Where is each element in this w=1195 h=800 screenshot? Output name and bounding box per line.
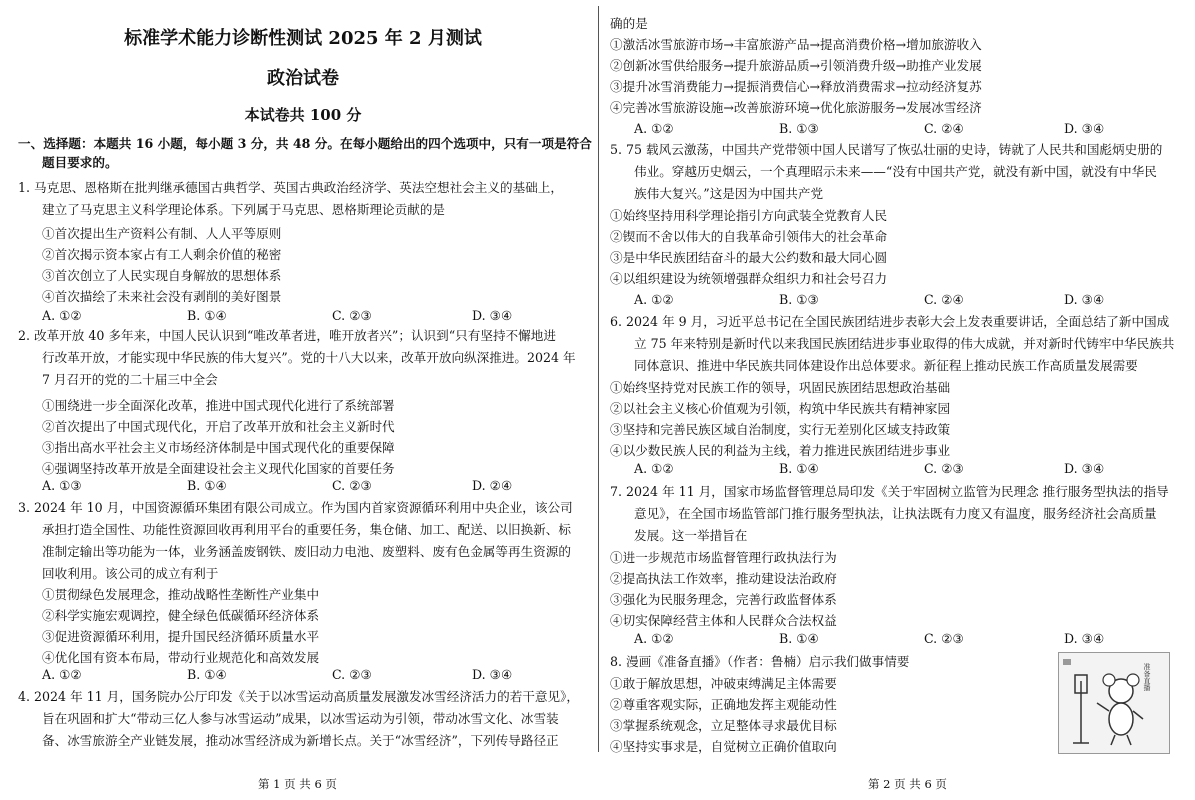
answer-option[interactable]: D. ③④ xyxy=(472,667,513,682)
exam-total-score: 本试卷共 100 分 xyxy=(244,106,362,124)
answer-option[interactable]: C. ②③ xyxy=(924,631,964,646)
right-text-line: ①始终坚持党对民族工作的领导，巩固民族团结思想政治基础 xyxy=(610,380,951,395)
answer-option[interactable]: B. ①④ xyxy=(187,308,227,323)
answer-option[interactable]: A. ①② xyxy=(634,631,674,646)
mouse-body-icon xyxy=(1109,703,1133,735)
left-text-line: ④优化国有资本布局，带动行业规范化和高效发展 xyxy=(42,650,320,665)
answer-option[interactable]: B. ①③ xyxy=(779,121,819,136)
left-text-line: ③促进资源循环利用，提升国民经济循环质量水平 xyxy=(42,629,320,644)
right-text-line: 发展。这一举措旨在 xyxy=(634,528,748,543)
answer-option[interactable]: C. ②③ xyxy=(332,478,372,493)
left-text-line: 回收利用。该公司的成立有利于 xyxy=(42,566,219,581)
left-text-line: ②科学实施宏观调控，健全绿色低碳循环经济体系 xyxy=(42,608,320,623)
left-text-line: ①贯彻绿色发展理念，推动战略性垄断性产业集中 xyxy=(42,587,320,602)
answer-option[interactable]: A. ①③ xyxy=(42,478,82,493)
right-text-line: ③掌握系统观念，立足整体寻求最优目标 xyxy=(610,718,837,733)
left-text-line: 3. 2024 年 10 月，中国资源循环集团有限公司成立。作为国内首家资源循环利用中央企业，该公司 xyxy=(18,500,573,515)
right-text-line: 6. 2024 年 9 月，习近平总书记在全国民族团结进步表彰大会上发表重要讲话，全面总结了新中国成 xyxy=(610,314,1170,329)
right-text-line: ②创新冰雪供给服务→提升旅游品质→引领消费升级→助推产业发展 xyxy=(610,58,982,73)
cartoon-stamp xyxy=(1063,659,1071,665)
answer-option[interactable]: C. ②④ xyxy=(924,121,964,136)
left-text-line: ④首次描绘了未来社会没有剥削的美好图景 xyxy=(42,289,282,304)
answer-option[interactable]: B. ①④ xyxy=(187,478,227,493)
right-text-line: ④完善冰雪旅游设施→改善旅游环境→优化旅游服务→发展冰雪经济 xyxy=(610,100,982,115)
right-text-line: ①敢于解放思想，冲破束缚满足主体需要 xyxy=(610,676,837,691)
answer-option[interactable]: A. ①② xyxy=(42,308,82,323)
right-text-line: 伟业。穿越历史烟云，一个真理昭示未来——“没有中国共产党，就没有新中国，就没有中华民 xyxy=(634,164,1157,179)
left-text-line: ③指出高水平社会主义市场经济体制是中国式现代化的重要保障 xyxy=(42,440,395,455)
answer-option[interactable]: A. ①② xyxy=(42,667,82,682)
right-text-line: ④以少数民族人民的利益为主线，着力推进民族团结进步事业 xyxy=(610,443,951,458)
answer-option[interactable]: A. ①② xyxy=(634,292,674,307)
answer-option[interactable]: B. ①④ xyxy=(187,667,227,682)
right-text-line: ④切实保障经营主体和人民群众合法权益 xyxy=(610,613,837,628)
right-text-line: ③是中华民族团结奋斗的最大公约数和最大同心圆 xyxy=(610,250,888,265)
left-text-line: 承担打造全国性、功能性资源回收再利用平台的重要任务，集仓储、加工、配送、以旧换新、标 xyxy=(42,522,571,537)
answer-option[interactable]: B. ①④ xyxy=(779,461,819,476)
answer-option[interactable]: C. ②③ xyxy=(332,667,372,682)
left-text-line: 建立了马克思主义科学理论体系。下列属于马克思、恩格斯理论贡献的是 xyxy=(42,202,445,217)
right-text-line: 同体意识、推进中华民族共同体建设作出总体要求。新征程上推动民族工作高质量发展需要 xyxy=(634,358,1138,373)
right-text-line: 7. 2024 年 11 月，国家市场监督管理总局印发《关于牢固树立监管为民理念 推行服务型执法的指导 xyxy=(610,484,1169,499)
answer-option[interactable]: B. ①④ xyxy=(779,631,819,646)
right-text-line: 族伟大复兴。”这是因为中国共产党 xyxy=(634,186,824,201)
right-text-line: ①进一步规范市场监督管理行政执法行为 xyxy=(610,550,837,565)
left-text-line: 准制定输出等功能为一体，业务涵盖废钢铁、废旧动力电池、废塑料、废有色金属等再生资源的 xyxy=(42,544,571,559)
cartoon-image xyxy=(1058,652,1170,754)
left-text-line: 行改革开放，才能实现中华民族的伟大复兴”。党的十八大以来，改革开放向纵深推进。2024 年 xyxy=(42,350,576,365)
answer-option[interactable]: D. ③④ xyxy=(1064,292,1105,307)
answer-option[interactable]: C. ②③ xyxy=(924,461,964,476)
right-text-line: ②以社会主义核心价值观为引领，构筑中华民族共有精神家园 xyxy=(610,401,951,416)
answer-option[interactable]: D. ③④ xyxy=(472,308,513,323)
right-text-line: ③坚持和完善民族区域自治制度，实行无差别化区域支持政策 xyxy=(610,422,951,437)
exam-title: 标准学术能力诊断性测试 2025 年 2 月测试 xyxy=(124,28,482,49)
left-text-line: ①围绕进一步全面深化改革，推进中国式现代化进行了系统部署 xyxy=(42,398,395,413)
left-text-line: 备、冰雪旅游全产业链发展，推动冰雪经济成为新增长点。关于“冰雪经济”，下列传导路径正 xyxy=(42,733,559,748)
left-text-line: 4. 2024 年 11 月，国务院办公厅印发《关于以冰雪运动高质量发展激发冰雪经济活力的若干意见》， xyxy=(18,689,579,704)
answer-option[interactable]: D. ③④ xyxy=(1064,121,1105,136)
right-text-line: ②提高执法工作效率，推动建设法治政府 xyxy=(610,571,837,586)
left-text-line: ③首次创立了人民实现自身解放的思想体系 xyxy=(42,268,282,283)
right-text-line: 确的是 xyxy=(610,16,648,31)
left-text-line: 7 月召开的党的二十届三中全会 xyxy=(42,372,218,387)
right-text-line: 立 75 年来特别是新时代以来我国民族团结进步事业取得的伟大成就，并对新时代铸牢中华民族共 xyxy=(634,336,1175,351)
page-2-footer: 第 2 页 共 6 页 xyxy=(868,777,947,791)
right-text-line: ②锲而不舍以伟大的自我革命引领伟大的社会革命 xyxy=(610,229,888,244)
left-text-line: ②首次揭示资本家占有工人剩余价值的秘密 xyxy=(42,247,282,262)
left-text-line: 1. 马克思、恩格斯在批判继承德国古典哲学、英国古典政治经济学、英法空想社会主义的基础上， xyxy=(18,180,563,195)
right-text-line: 8. 漫画《准备直播》（作者：鲁楠）启示我们做事情要 xyxy=(610,654,910,669)
answer-option[interactable]: D. ③④ xyxy=(1064,631,1105,646)
left-text-line: ②首次提出了中国式现代化，开启了改革开放和社会主义新时代 xyxy=(42,419,395,434)
answer-option[interactable]: A. ①② xyxy=(634,461,674,476)
right-text-line: ③提升冰雪消费能力→提振消费信心→释放消费需求→拉动经济复苏 xyxy=(610,79,982,94)
right-text-line: ①始终坚持用科学理论指引方向武装全党教育人民 xyxy=(610,208,888,223)
column-divider xyxy=(598,6,599,752)
page-1-footer: 第 1 页 共 6 页 xyxy=(258,777,337,791)
right-text-line: 5. 75 载风云激荡，中国共产党带领中国人民谱写了恢弘壮丽的史诗，铸就了人民共和国彪炳史册的 xyxy=(610,142,1163,157)
answer-option[interactable]: D. ③④ xyxy=(1064,461,1105,476)
exam-subject: 政治试卷 xyxy=(267,68,339,89)
right-text-line: ②尊重客观实际，正确地发挥主观能动性 xyxy=(610,697,837,712)
answer-option[interactable]: C. ②④ xyxy=(924,292,964,307)
left-text-line: 旨在巩固和扩大“带动三亿人参与冰雪运动”成果，以冰雪运动为引领，带动冰雪文化、冰雪装 xyxy=(42,711,559,726)
left-text-line: ④强调坚持改革开放是全面建设社会主义现代化国家的首要任务 xyxy=(42,461,395,476)
right-text-line: 意见》，在全国市场监管部门推行服务型执法，让执法既有力度又有温度，服务经济社会高质量 xyxy=(634,506,1157,521)
left-text-line: 2. 改革开放 40 多年来，中国人民认识到“唯改革者进，唯开放者兴”；认识到“只有坚持不懈地进 xyxy=(18,328,556,343)
answer-option[interactable]: D. ②④ xyxy=(472,478,513,493)
left-text-line: 一、选择题：本题共 16 小题，每小题 3 分，共 48 分。在每小题给出的四个选项中，只有一项是符合 xyxy=(18,136,592,151)
answer-option[interactable]: B. ①③ xyxy=(779,292,819,307)
right-text-line: ①激活冰雪旅游市场→丰富旅游产品→提高消费价格→增加旅游收入 xyxy=(610,37,982,52)
right-text-line: ④坚持实事求是，自觉树立正确价值取向 xyxy=(610,739,837,754)
cartoon-caption: 准备直播 xyxy=(1143,663,1151,691)
right-text-line: ④以组织建设为统领增强群众组织力和社会号召力 xyxy=(610,271,888,286)
answer-option[interactable]: C. ②③ xyxy=(332,308,372,323)
left-text-line: ①首次提出生产资料公有制、人人平等原则 xyxy=(42,226,282,241)
left-text-line: 题目要求的。 xyxy=(42,155,118,170)
right-text-line: ③强化为民服务理念，完善行政监督体系 xyxy=(610,592,837,607)
answer-option[interactable]: A. ①② xyxy=(634,121,674,136)
